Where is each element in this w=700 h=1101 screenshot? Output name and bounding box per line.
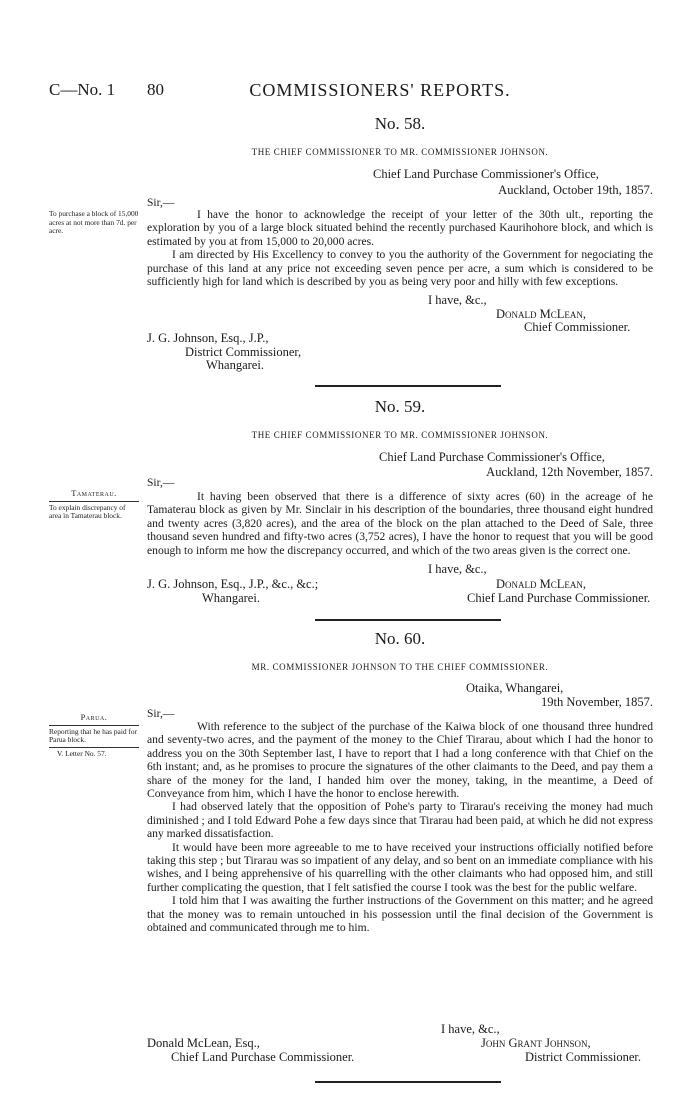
letter-59-addressee-line1: J. G. Johnson, Esq., J.P., &c., &c.;	[147, 577, 319, 591]
letter-60-signature: John Grant Johnson,	[481, 1036, 591, 1050]
letter-59-addressee-line2: Whangarei.	[202, 591, 260, 605]
paragraph: I had observed lately that the opposition of Pohe's party to Tirarau's receiving the money had much diminished ; and I told Edward Pohe a few days since that Tirarau had been paid, at which he did not express any marked dissatisfaction.	[147, 800, 653, 841]
letter-58-office: Chief Land Purchase Commissioner's Office,	[373, 167, 599, 181]
section-divider	[315, 1081, 501, 1083]
letter-59-date: Auckland, 12th November, 1857.	[486, 465, 653, 479]
letter-59-heading: THE CHIEF COMMISSIONER TO MR. COMMISSIONER JOHNSON.	[251, 430, 549, 440]
paragraph: I have the honor to acknowledge the receipt of your letter of the 30th ult., reporting the exploration by you of a large block situated behind the recently purchased Kaurihohore block, and which is estimated by you at from 15,000 to 20,000 acres.	[147, 208, 653, 248]
letter-59-number: No. 59.	[374, 397, 426, 416]
letter-58-addressee-line2: District Commissioner,	[185, 345, 302, 359]
letter-59-margin-note: Tamaterau. To explain discrepancy of area in Tamaterau block.	[49, 490, 139, 521]
letter-60-office: Otaika, Whangarei,	[466, 681, 564, 695]
letter-58-closing: I have, &c.,	[428, 293, 487, 307]
page-number: 80	[147, 80, 164, 99]
letter-58-margin-note: To purchase a block of 15,000 acres at not more than 7d. per acre.	[49, 209, 139, 236]
letter-60-salutation: Sir,—	[147, 708, 175, 720]
letter-60-addressee-line1: Donald McLean, Esq.,	[147, 1036, 260, 1050]
letter-58-signature-title: Chief Commissioner.	[524, 320, 631, 334]
page-title: COMMISSIONERS' REPORTS.	[249, 80, 511, 100]
letter-60-closing: I have, &c.,	[441, 1022, 500, 1036]
letter-58-addressee-line1: J. G. Johnson, Esq., J.P.,	[147, 331, 269, 345]
letter-59-signature-title: Chief Land Purchase Commissioner.	[467, 591, 651, 605]
letter-60-margin-note: Parua. Reporting that he has paid for Parua block. V. Letter No. 57.	[49, 713, 138, 758]
letter-60-body	[147, 720, 653, 935]
letter-60-heading: MR. COMMISSIONER JOHNSON TO THE CHIEF COMMISSIONER.	[251, 662, 549, 672]
letter-59-closing: I have, &c.,	[428, 562, 487, 576]
letter-59-signature: Donald McLean,	[496, 577, 587, 591]
paragraph: I told him that I was awaiting the further instructions of the Government on this matter; and he agreed that the money was to remain untouched in his possession until the final decision of the Government is obtained and communicated through me to him.	[147, 894, 653, 935]
paragraph: It would have been more agreeable to me to have received your instructions officially notified before taking this step ; but Tirarau was so impatient of any delay, and so bent on an immediate compliance with his wishes, and I being apprehensive of his quarrelling with the other claimants who had opposed him, and still further complicating the question, that I felt satisfied the course I took was the best for the public welfare.	[147, 840, 653, 894]
letter-59-office: Chief Land Purchase Commissioner's Office,	[379, 450, 605, 464]
letter-59-salutation: Sir,—	[147, 477, 175, 489]
section-divider	[315, 385, 501, 387]
letter-58-heading: THE CHIEF COMMISSIONER TO MR. COMMISSIONER JOHNSON.	[251, 147, 549, 157]
paragraph: It having been observed that there is a difference of sixty acres (60) in the acreage of he Tamaterau block as given by Mr. Sinclair in his description of the boundaries, three thousand eight hundred and twenty acres (3,820 acres), and the area of the block on the plan attached to the Deed of Sale, three thousand seven hundred and fifty-two acres (3,752 acres), I have the honor to request that you will be good enough to inform me how the discrepancy occurred, and which of the two areas given is the correct one.	[147, 490, 653, 557]
letter-58-date: Auckland, October 19th, 1857.	[498, 183, 653, 197]
letter-60-addressee-line2: Chief Land Purchase Commissioner.	[171, 1050, 355, 1064]
letter-59-body	[147, 490, 653, 557]
paragraph: With reference to the subject of the purchase of the Kaiwa block of one thousand three hundred and seventy-two acres, and the payment of the money to the Chief Tirarau, about which I had the honor to address you on the 30th September last, I have to report that I had a long conference with that Chief on the 6th instant; and, as he promises to procure the signatures of the other claimants to the Deed, and pay them a share of the money for the land, I handed him over the money, taking, in the meantime, a Deed of Conveyance from him, which I have the honor to enclose herewith.	[147, 720, 653, 801]
letter-60-number: No. 60.	[374, 629, 426, 648]
letter-58-number: No. 58.	[374, 114, 426, 133]
letter-60-date: 19th November, 1857.	[541, 695, 653, 709]
letter-58-body	[147, 208, 653, 288]
letter-58-salutation: Sir,—	[147, 197, 175, 209]
section-divider	[315, 619, 501, 621]
letter-60-signature-title: District Commissioner.	[525, 1050, 641, 1064]
section-label: C—No. 1	[49, 80, 116, 99]
paragraph: I am directed by His Excellency to convey to you the authority of the Government for negociating the purchase of this land at any price not exceeding seven pence per acre, a sum which is considered to be sufficiently high for land which is described by you as being very poor and hilly with few exceptions.	[147, 248, 653, 289]
letter-58-signature: Donald McLean,	[496, 307, 587, 321]
letter-58-addressee-line3: Whangarei.	[206, 358, 264, 372]
